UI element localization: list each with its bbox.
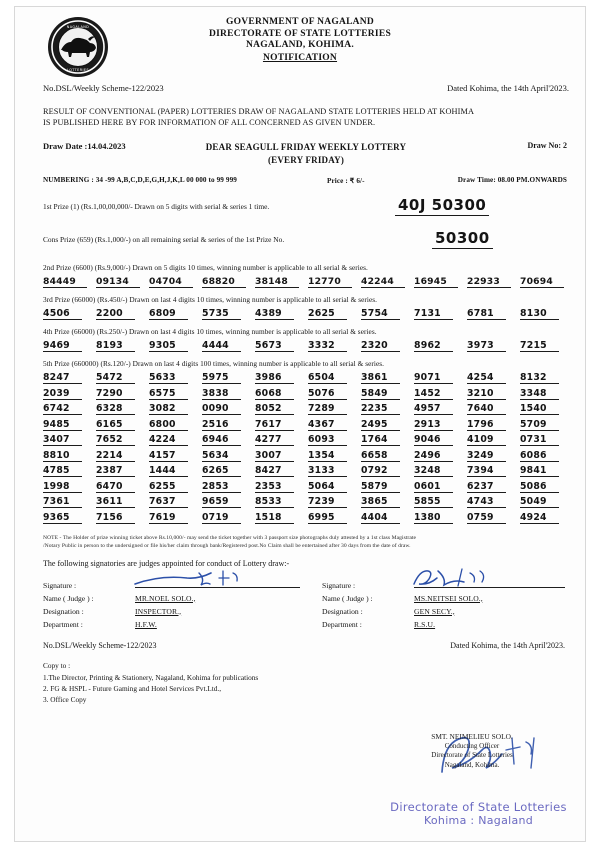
prize-number: 0601 [414,481,453,493]
prize-number: 1998 [43,481,82,493]
officer-place: Nagaland, Kohima. [444,760,500,769]
designation-line-right [322,603,565,616]
designation-line-left [43,603,304,616]
gov-title-line-3: NAGALAND, KOHIMA. [246,40,354,50]
prize-number: 7289 [308,403,347,415]
result-statement-line-2: IS PUBLISHED HERE BY FOR INFORMATION OF ALL CONCERNED AS GIVEN UNDER. [43,118,376,127]
prize-number: 0731 [520,434,559,446]
list-item: 2. FG & HSPL - Future Gaming and Hotel Services Pvt.Ltd., [43,683,222,693]
prize-number: 4444 [202,340,241,352]
fourth-prize-section [27,327,573,352]
prize-number: 8427 [255,465,294,477]
first-prize-description: 1st Prize (1) (Rs.1,00,00,000/- Drawn on 5 digits with serial & series 1 time. [43,202,270,211]
signature-label-left: Signature : [43,580,77,590]
prize-number: 12770 [308,276,352,288]
list-item: 1.The Director, Printing & Stationery, Nagaland, Kohima for publications [43,672,259,682]
prize-number: 3007 [255,450,294,462]
prize-number: 09134 [96,276,140,288]
first-prize-row [27,198,573,223]
prize-number: 04704 [149,276,193,288]
prize-number: 3973 [467,340,506,352]
prize-number: 7637 [149,496,188,508]
prize-number: 3082 [149,403,188,415]
prize-number: 9659 [202,496,241,508]
prize-number: 2495 [361,419,400,431]
prize-number: 8810 [43,450,82,462]
footer-dated: Dated Kohima, the 14th April'2023. [450,640,565,650]
name-line-right [322,590,565,603]
prize-number: 42244 [361,276,405,288]
prize-number: 5709 [520,419,559,431]
officer-title: Conducting Officer [444,741,500,750]
prize-number: 7394 [467,465,506,477]
prize-number: 7239 [308,496,347,508]
prize-number: 2200 [96,308,135,320]
signature-line-left [43,577,304,590]
prize-number: 4109 [467,434,506,446]
claim-note [27,534,573,550]
notification-label: NOTIFICATION [262,52,338,63]
prize-number: 9841 [520,465,559,477]
prize-number: 8962 [414,340,453,352]
document-header [27,11,573,75]
prize-number: 7215 [520,340,559,352]
copy-to-list [43,672,573,705]
prize-number: 5879 [361,481,400,493]
prize-number: 6575 [149,388,188,400]
prize-number: 5849 [361,388,400,400]
second-prize-numbers [43,276,573,288]
consolation-prize-row [27,231,573,256]
reference-number: No.DSL/Weekly Scheme-122/2023 [43,83,164,93]
prize-number: 2625 [308,308,347,320]
signature-label-right: Signature : [322,580,356,590]
copy-to-block [27,660,573,705]
prize-number: 70694 [520,276,564,288]
footer-reference-row [27,641,573,650]
official-stamp [371,800,586,828]
signature-rule-left [135,586,300,588]
prize-number: 6470 [96,481,135,493]
prize-number: 6995 [308,512,347,524]
third-prize-section [27,295,573,320]
prize-number: 0759 [467,512,506,524]
prize-number: 0090 [202,403,241,415]
prize-number: 5673 [255,340,294,352]
prize-number: 84449 [43,276,87,288]
name-line-left [43,590,304,603]
prize-number: 7361 [43,496,82,508]
prize-number: 5754 [361,308,400,320]
first-prize-number: 40J 50300 [395,196,489,216]
dated-text: Dated Kohima, the 14th April'2023. [447,83,569,93]
prize-number: 7640 [467,403,506,415]
document-sheet [14,6,586,842]
fourth-prize-numbers [43,340,573,352]
fifth-prize-description: 5th Prize (660000) (Rs.120/-) Drawn on last 4 digits 100 times, winning number is applicable to all serial & series. [43,359,384,368]
prize-number: 6255 [149,481,188,493]
prize-number: 6328 [96,403,135,415]
draw-date: Draw Date :14.04.2023 [43,141,126,151]
prize-number: 9046 [414,434,453,446]
department-label-left: Department : [43,619,83,629]
prize-number: 5633 [149,372,188,384]
prize-number: 2516 [202,419,241,431]
stamp-line-1: Directorate of State Lotteries [390,800,567,814]
prize-number: 3133 [308,465,347,477]
prize-number: 1540 [520,403,559,415]
prize-number: 68820 [202,276,246,288]
prize-number: 2353 [255,481,294,493]
prize-number: 3210 [467,388,506,400]
fourth-prize-description: 4th Prize (66000) (Rs.250/-) Drawn on last 4 digits 10 times, winning number is applicable to all serial & series. [43,327,377,336]
prize-number: 16945 [414,276,458,288]
second-prize-description: 2nd Prize (6600) (Rs.9,000/-) Drawn on 5 digits 10 times, winning number is applicable to all serial & series. [43,263,368,272]
prize-number: 2214 [96,450,135,462]
department-line-right [322,616,565,629]
reference-row [27,83,573,93]
prize-number: 1380 [414,512,453,524]
prize-number: 7131 [414,308,453,320]
claim-note-line-2: /Notary Public in person to the undersigned or file his/her claim through bank/Registered post.No Claim shall be entertained after 30 days from the date of draw. [43,542,411,549]
prize-number: 6809 [149,308,188,320]
prize-number: 6093 [308,434,347,446]
prize-number: 4157 [149,450,188,462]
judge-designation-right: GEN SECY., [414,606,455,616]
prize-number: 1796 [467,419,506,431]
prize-number: 4957 [414,403,453,415]
second-prize-section [27,263,573,288]
judge-name-right: MS.NEITSEI SOLO., [414,593,483,603]
prize-number: 6165 [96,419,135,431]
prize-number: 5975 [202,372,241,384]
prize-number: 7617 [255,419,294,431]
prize-number: 6781 [467,308,506,320]
prize-number: 4254 [467,372,506,384]
signatory-left [43,577,304,629]
result-statement [27,106,573,128]
prize-number: 7156 [96,512,135,524]
prize-number: 5049 [520,496,559,508]
gov-title-line-2: DIRECTORATE OF STATE LOTTERIES [209,28,391,39]
numbering-range: NUMBERING : 34 -99 A,B,C,D,E,G,H,J,K,L 00 000 to 99 999 [43,176,237,184]
prize-number: 3348 [520,388,559,400]
prize-number: 5086 [520,481,559,493]
prize-number: 22933 [467,276,511,288]
prize-number: 4506 [43,308,82,320]
gov-title-line-1: GOVERNMENT OF NAGALAND [225,17,374,27]
prize-number: 2235 [361,403,400,415]
prize-number: 2320 [361,340,400,352]
prize-number: 8130 [520,308,559,320]
prize-number: 4224 [149,434,188,446]
prize-number: 2496 [414,450,453,462]
officer-name: SMT. NEIMELIEU SOLO. [431,732,513,741]
prize-number: 5064 [308,481,347,493]
state-emblem-icon [47,16,109,78]
consolation-prize-number: 50300 [432,229,493,249]
designation-label-left: Designation : [43,606,84,616]
prize-number: 3249 [467,450,506,462]
result-statement-line-1: RESULT OF CONVENTIONAL (PAPER) LOTTERIES DRAW OF NAGALAND STATE LOTTERIES HELD AT KOHIMA [43,107,475,116]
prize-number: 1444 [149,465,188,477]
prize-number: 38148 [255,276,299,288]
prize-number: 5472 [96,372,135,384]
consolation-prize-description: Cons Prize (659) (Rs.1,000/-) on all remaining serial & series of the 1st Prize No. [43,235,285,244]
prize-number: 5076 [308,388,347,400]
prize-number: 3407 [43,434,82,446]
prize-number: 6086 [520,450,559,462]
signature-line-right [322,577,565,590]
judge-department-left: H.F.W. [135,619,157,629]
prize-number: 4389 [255,308,294,320]
prize-number: 6265 [202,465,241,477]
list-item: 3. Office Copy [43,694,87,704]
prize-number: 8052 [255,403,294,415]
third-prize-numbers [43,308,573,320]
prize-number: 3248 [414,465,453,477]
prize-number: 5634 [202,450,241,462]
judges-intro-line: The following signatories are judges appointed for conduct of Lottery draw:- [43,558,290,568]
prize-number: 6658 [361,450,400,462]
draw-info-row [27,141,573,167]
prize-number: 4743 [467,496,506,508]
conducting-officer-block [367,732,577,770]
name-label-right: Name ( Judge ) : [322,593,373,603]
svg-text:LOTTERIES: LOTTERIES [67,68,89,72]
department-line-left [43,616,304,629]
draw-number: Draw No: 2 [527,141,567,150]
prize-number: 8247 [43,372,82,384]
prize-number: 7619 [149,512,188,524]
judge-name-left: MR.NOEL SOLO., [135,593,196,603]
prize-number: 1518 [255,512,294,524]
prize-number: 3861 [361,372,400,384]
prize-number: 9305 [149,340,188,352]
prize-number: 2039 [43,388,82,400]
prize-number: 4404 [361,512,400,524]
prize-number: 3611 [96,496,135,508]
prize-number: 3332 [308,340,347,352]
prize-number: 2853 [202,481,241,493]
numbering-row [27,176,573,190]
officer-department: Directorate of State Lotteries [431,751,513,759]
prize-number: 6504 [308,372,347,384]
prize-number: 8132 [520,372,559,384]
signatory-right [304,577,565,629]
lottery-subtitle: (EVERY FRIDAY) [267,155,345,165]
lottery-title: DEAR SEAGULL FRIDAY WEEKLY LOTTERY [205,142,407,152]
prize-number: 7290 [96,388,135,400]
prize-number: 9365 [43,512,82,524]
stamp-line-2: Kohima : Nagaland [423,814,534,827]
prize-number: 4785 [43,465,82,477]
prize-number: 1354 [308,450,347,462]
prize-number: 9071 [414,372,453,384]
prize-number: 5855 [414,496,453,508]
prize-number: 4367 [308,419,347,431]
prize-number: 2387 [96,465,135,477]
third-prize-description: 3rd Prize (66000) (Rs.450/-) Drawn on last 4 digits 10 times, winning number is applicable to all serial & series. [43,295,377,304]
prize-number: 3986 [255,372,294,384]
prize-number: 6742 [43,403,82,415]
prize-number: 3838 [202,388,241,400]
prize-number: 0792 [361,465,400,477]
signatories-block [27,577,573,629]
prize-number: 5735 [202,308,241,320]
prize-number: 2913 [414,419,453,431]
ticket-price: Price : ₹ 6/- [327,177,365,185]
judge-department-right: R.S.U. [414,619,436,629]
claim-note-line-1: NOTE - The Holder of prize winning ticket above Rs.10,000/- may send the ticket together with 3 passport size photographs duly attested by a 1st class Magistrate [43,534,417,541]
prize-number: 1452 [414,388,453,400]
prize-number: 6800 [149,419,188,431]
prize-number: 3865 [361,496,400,508]
prize-number: 8193 [96,340,135,352]
department-label-right: Department : [322,619,362,629]
copy-to-title: Copy to : [43,660,71,670]
signature-rule-right [414,586,565,588]
prize-number: 4277 [255,434,294,446]
designation-label-right: Designation : [322,606,363,616]
judge-designation-left: INSPECTOR., [135,606,182,616]
svg-text:NAGALAND: NAGALAND [66,25,90,29]
prize-number: 4924 [520,512,559,524]
name-label-left: Name ( Judge ) : [43,593,94,603]
draw-time: Draw Time: 08.00 PM.ONWARDS [457,176,567,184]
footer-reference-number: No.DSL/Weekly Scheme-122/2023 [43,640,157,650]
prize-number: 1764 [361,434,400,446]
fifth-prize-section [27,359,573,524]
prize-number: 7652 [96,434,135,446]
fifth-prize-numbers [43,372,573,524]
prize-number: 9469 [43,340,82,352]
prize-number: 8533 [255,496,294,508]
prize-number: 6237 [467,481,506,493]
prize-number: 6946 [202,434,241,446]
prize-number: 9485 [43,419,82,431]
prize-number: 6068 [255,388,294,400]
prize-number: 0719 [202,512,241,524]
